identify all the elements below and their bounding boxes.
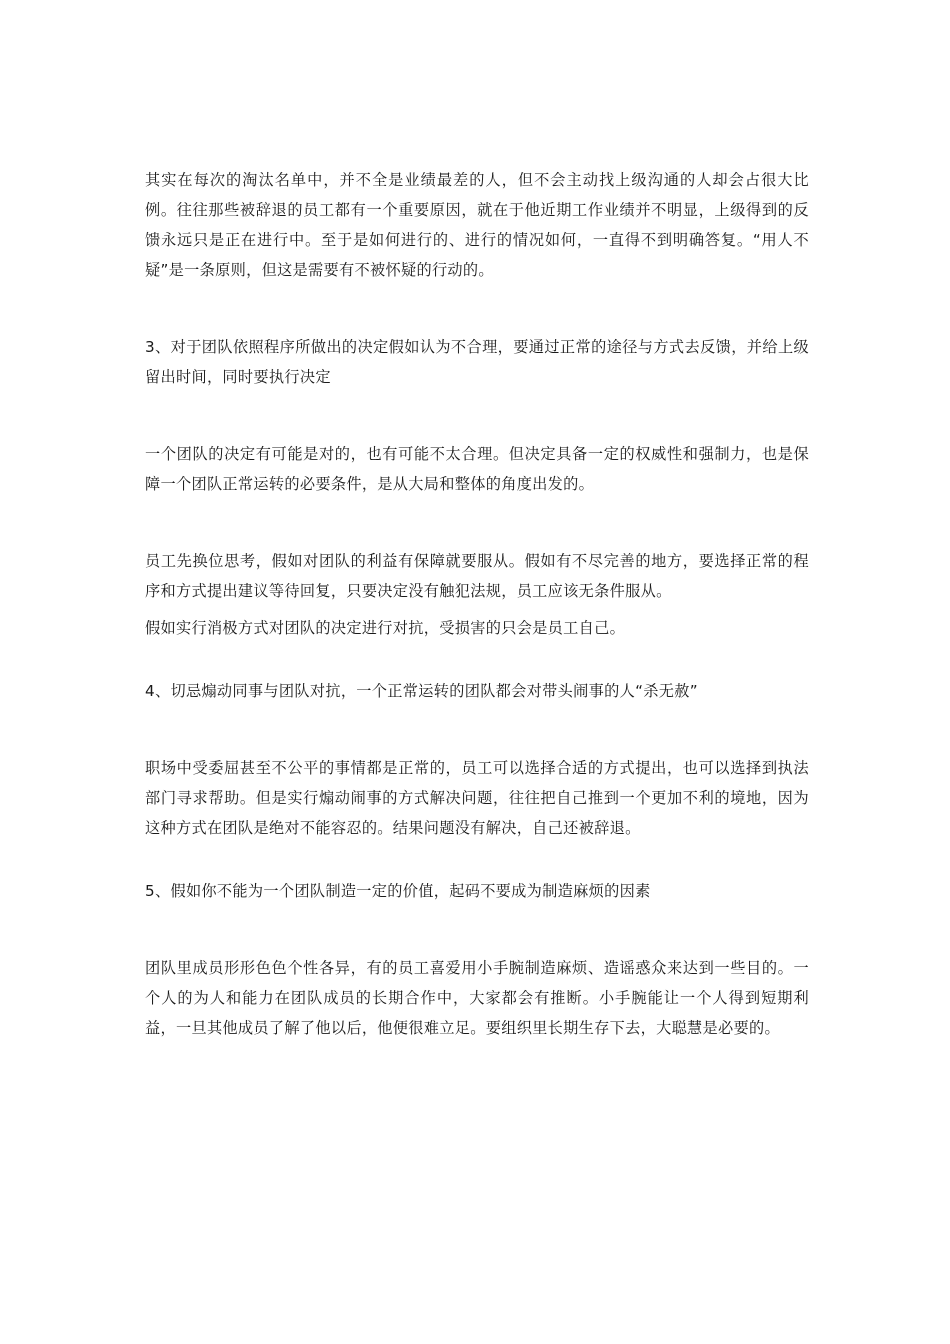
- section-heading-3: 3、对于团队依照程序所做出的决定假如认为不合理，要通过正常的途径与方式去反馈，并给上级留出时间，同时要执行决定: [145, 338, 809, 386]
- paragraph-negative-resistance: 假如实行消极方式对团队的决定进行对抗，受损害的只会是员工自己。: [145, 619, 626, 637]
- document-body: [145, 165, 809, 1043]
- paragraph-obey: 员工先换位思考，假如对团队的利益有保障就要服从。假如有不尽完善的地方，要选择正常的程序和方式提出建议等待回复，只要决定没有触犯法规，员工应该无条件服从。: [145, 552, 809, 600]
- spacer: [145, 706, 809, 753]
- paragraph-team-decision: 一个团队的决定有可能是对的，也有可能不太合理。但决定具备一定的权威性和强制力，也是保障一个团队正常运转的必要条件，是从大局和整体的角度出发的。: [145, 445, 809, 493]
- section-heading-4: 4、切忌煽动同事与团队对抗，一个正常运转的团队都会对带头闹事的人“杀无赦”: [145, 682, 698, 700]
- spacer: [145, 906, 809, 953]
- spacer: [145, 606, 809, 613]
- paragraph-team-members: 团队里成员形形色色个性各异，有的员工喜爱用小手腕制造麻烦、造谣惑众来达到一些目的。一个人的为人和能力在团队成员的长期合作中，大家都会有推断。小手腕能让一个人得到短期利益，一旦其他成员了解了他以后，他便很难立足。要组织里长期生存下去，大聪慧是必要的。: [145, 959, 809, 1037]
- spacer: [145, 643, 809, 676]
- spacer: [145, 843, 809, 876]
- section-heading-5: 5、假如你不能为一个团队制造一定的价值，起码不要成为制造麻烦的因素: [145, 882, 651, 900]
- spacer: [145, 499, 809, 546]
- paragraph-communication: 其实在每次的淘汰名单中，并不全是业绩最差的人，但不会主动找上级沟通的人却会占很大比例。往往那些被辞退的员工都有一个重要原因，就在于他近期工作业绩并不明显，上级得到的反馈永远只是正在进行中。至于是如何进行的、进行的情况如何，一直得不到明确答复。“用人不疑”是一条原则，但这是需要有不被怀疑的行动的。: [145, 171, 809, 279]
- paragraph-workplace-grievance: 职场中受委屈甚至不公平的事情都是正常的，员工可以选择合适的方式提出，也可以选择到执法部门寻求帮助。但是实行煽动闹事的方式解决问题，往往把自己推到一个更加不利的境地，因为这种方式在团队是绝对不能容忍的。结果问题没有解决，自己还被辞退。: [145, 759, 809, 837]
- spacer: [145, 285, 809, 332]
- spacer: [145, 392, 809, 439]
